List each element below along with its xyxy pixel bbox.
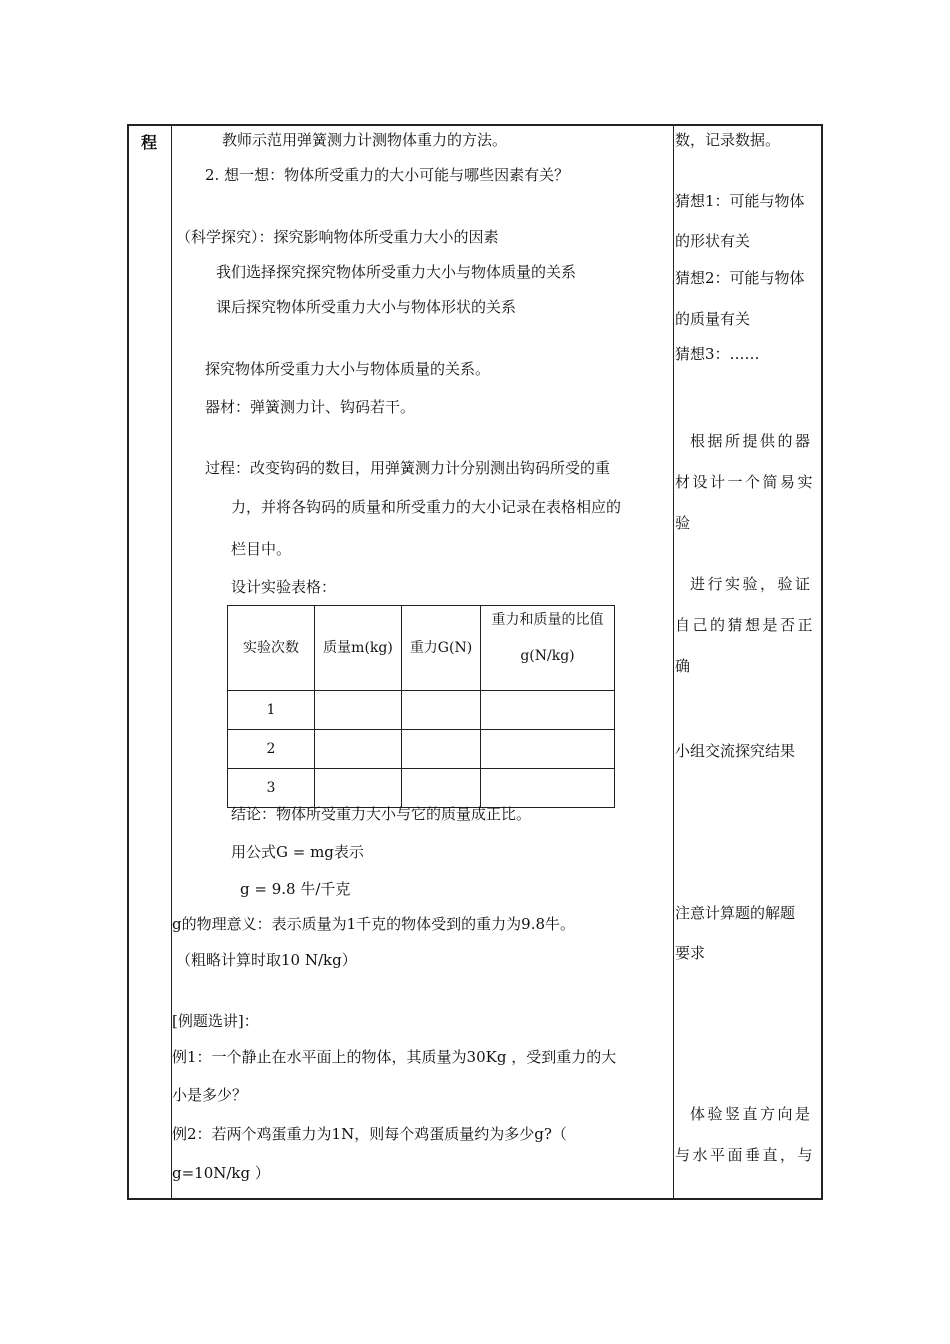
side-line: 根据所提供的器 bbox=[690, 432, 813, 450]
main-line: 课后探究物体所受重力大小与物体形状的关系 bbox=[216, 298, 517, 316]
table-cell bbox=[402, 769, 481, 808]
table-cell-trial: 1 bbox=[228, 691, 315, 730]
main-line: 栏目中。 bbox=[231, 540, 292, 558]
side-line: 要求 bbox=[675, 944, 706, 962]
formula-line: 用公式G = mg表示 bbox=[231, 843, 364, 861]
side-line: 猜想1：可能与物体 bbox=[675, 192, 805, 210]
main-line: （粗略计算时取10 N/kg） bbox=[176, 951, 357, 969]
main-line: 教师示范用弹簧测力计测物体重力的方法。 bbox=[222, 131, 508, 149]
table-cell bbox=[315, 769, 402, 808]
main-line: g的物理意义：表示质量为1千克的物体受到的重力为9.8牛。 bbox=[172, 915, 576, 933]
side-line: 的质量有关 bbox=[675, 310, 751, 328]
example-line: 小是多少？ bbox=[172, 1086, 248, 1104]
main-line: 我们选择探究探究物体所受重力大小与物体质量的关系 bbox=[216, 263, 577, 281]
main-line: 设计实验表格： bbox=[231, 578, 337, 596]
side-line: 小组交流探究结果 bbox=[675, 742, 796, 760]
table-cell bbox=[315, 691, 402, 730]
table-cell-trial: 3 bbox=[228, 769, 315, 808]
table-cell bbox=[402, 730, 481, 769]
main-line: （科学探究）：探究影响物体所受重力大小的因素 bbox=[176, 228, 499, 246]
side-line: 进行实验，验证 bbox=[690, 575, 813, 593]
table-header: 实验次数 bbox=[228, 606, 315, 691]
side-line: 的形状有关 bbox=[675, 232, 751, 250]
side-line: 注意计算题的解题 bbox=[675, 904, 796, 922]
example-line: 例2：若两个鸡蛋重力为1N，则每个鸡蛋质量约为多少g?（ bbox=[172, 1125, 567, 1143]
table-header-line: 重力和质量的比值 bbox=[491, 612, 604, 628]
main-line: 2. 想一想：物体所受重力的大小可能与哪些因素有关？ bbox=[205, 166, 570, 184]
side-line: 验 bbox=[675, 514, 691, 532]
side-line: 确 bbox=[675, 657, 691, 675]
example-line: 例1：一个静止在水平面上的物体，其质量为30Kg ，受到重力的大 bbox=[172, 1048, 617, 1066]
side-line: 与水平面垂直，与 bbox=[675, 1146, 816, 1164]
main-line: 器材：弹簧测力计、钩码若干。 bbox=[205, 398, 416, 416]
side-line: 数，记录数据。 bbox=[675, 131, 781, 149]
column-divider-left bbox=[171, 124, 172, 1200]
table-cell bbox=[402, 691, 481, 730]
experiment-table bbox=[227, 605, 615, 808]
table-cell bbox=[481, 769, 615, 808]
side-line: 材设计一个简易实 bbox=[675, 473, 816, 491]
example-line: g=10N/kg ） bbox=[172, 1164, 270, 1182]
example-heading: [例题选讲]： bbox=[172, 1012, 259, 1030]
table-header: 质量m(kg) bbox=[315, 606, 402, 691]
main-line: 探究物体所受重力大小与物体质量的关系。 bbox=[205, 360, 491, 378]
formula-line: g = 9.8 牛/千克 bbox=[240, 880, 351, 898]
side-line: 自己的猜想是否正 bbox=[675, 616, 816, 634]
side-line: 体验竖直方向是 bbox=[690, 1105, 813, 1123]
main-line: 过程：改变钩码的数目，用弹簧测力计分别测出钩码所受的重 bbox=[205, 459, 611, 477]
table-header: 重力G(N) bbox=[402, 606, 481, 691]
column-divider-right bbox=[673, 124, 674, 1200]
stage-label: 程 bbox=[141, 133, 158, 152]
table-cell bbox=[315, 730, 402, 769]
main-line: 结论：物体所受重力大小与它的质量成正比。 bbox=[231, 805, 532, 823]
table-header bbox=[481, 606, 615, 691]
table-header-line: g(N/kg) bbox=[520, 648, 575, 664]
table-cell bbox=[481, 730, 615, 769]
table-cell bbox=[481, 691, 615, 730]
side-line: 猜想2：可能与物体 bbox=[675, 269, 805, 287]
side-line: 猜想3：…… bbox=[675, 345, 760, 363]
main-line: 力，并将各钩码的质量和所受重力的大小记录在表格相应的 bbox=[231, 498, 622, 516]
table-cell-trial: 2 bbox=[228, 730, 315, 769]
